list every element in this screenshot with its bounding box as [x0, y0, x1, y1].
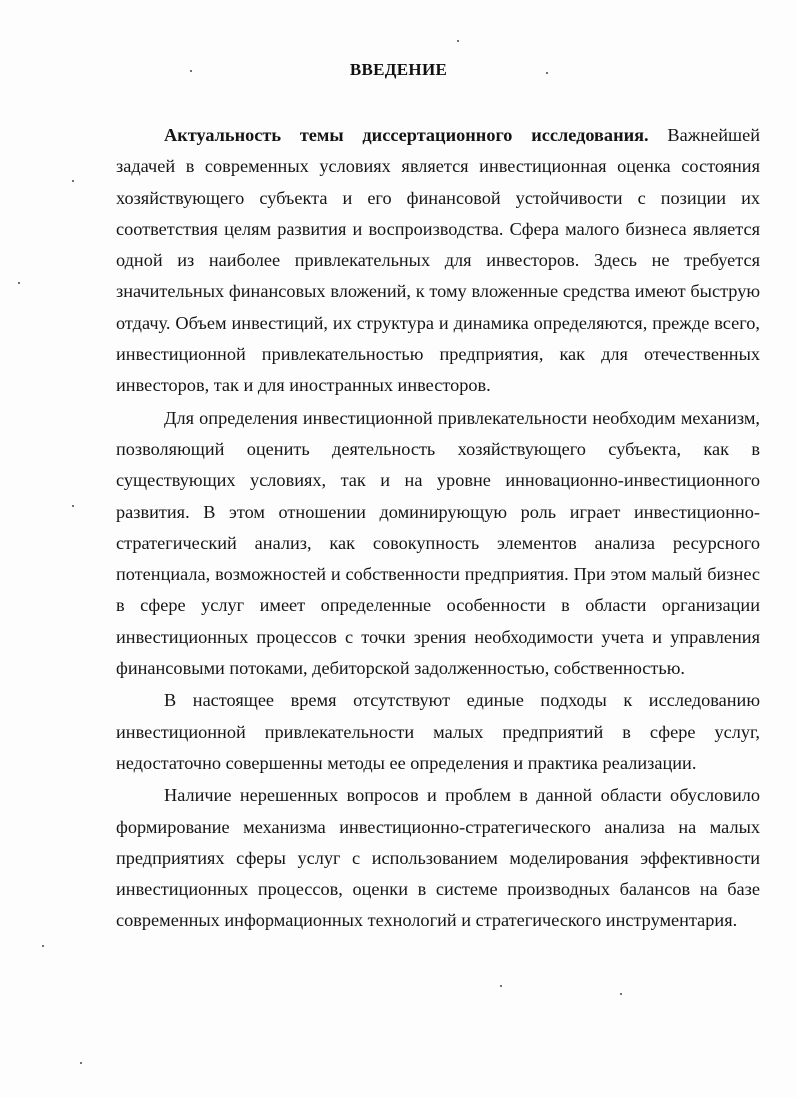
scan-speck: [42, 945, 44, 947]
paragraph-relevance: [116, 120, 760, 402]
scan-speck: [80, 1062, 82, 1064]
page-title: ВВЕДЕНИЕ: [349, 60, 448, 79]
paragraph-current-state: В настоящее время отсутствуют единые подходы к исследованию инвестиционной привлекательности малых предприятий в сфере услуг, недостаточно совершенны методы ее определения и практика реализации.: [116, 690, 760, 773]
document-body: [116, 120, 760, 937]
paragraph-text: Важнейшей задачей в современных условиях является инвестиционная оценка состояния хозяйствующего субъекта и его финансовой устойчивости с позиции их соответствия целям развития и воспроизводства. Сфера малого бизнеса является одной из наиболее привлекательных для инвесторов. Здесь не требуется значительных финансовых вложений, к тому вложенные средства имеют быструю отдачу. Объем инвестиций, их структура и динамика определяются, прежде всего, инвестиционной привлекательностью предприятия, как для отечественных инвесторов, так и для иностранных инвесторов.: [116, 125, 760, 396]
paragraph-unresolved-issues: Наличие нерешенных вопросов и проблем в данной области обусловило формирование механизма инвестиционно-стратегического анализа на малых предприятиях сферы услуг с использованием моделирования эффективности инвестиционных процессов, оценки в системе производных балансов на базе современных информационных технологий и стратегического инструментария.: [116, 785, 760, 931]
paragraph-mechanism: Для определения инвестиционной привлекательности необходим механизм, позволяющий оценить деятельность хозяйствующего субъекта, как в существующих условиях, так и на уровне инновационно-инвестиционного развития. В этом отношении доминирующую роль играет инвестиционно-стратегический анализ, как совокупность элементов анализа ресурсного потенциала, возможностей и собственности предприятия. При этом малый бизнес в сфере услуг имеет определенные особенности в области организации инвестиционных процессов с точки зрения необходимости учета и управления финансовыми потоками, дебиторской задолженностью, собственностью.: [116, 407, 760, 679]
scan-speck: [546, 72, 548, 74]
scan-speck: [190, 70, 192, 72]
scan-speck: [500, 985, 502, 987]
scan-speck: [72, 180, 74, 182]
scan-speck: [18, 282, 20, 284]
scan-speck: [72, 505, 74, 507]
scan-speck: [620, 993, 622, 995]
paragraph-lead: Актуальность темы диссертационного исследования.: [164, 125, 649, 145]
scan-speck: [457, 40, 459, 42]
